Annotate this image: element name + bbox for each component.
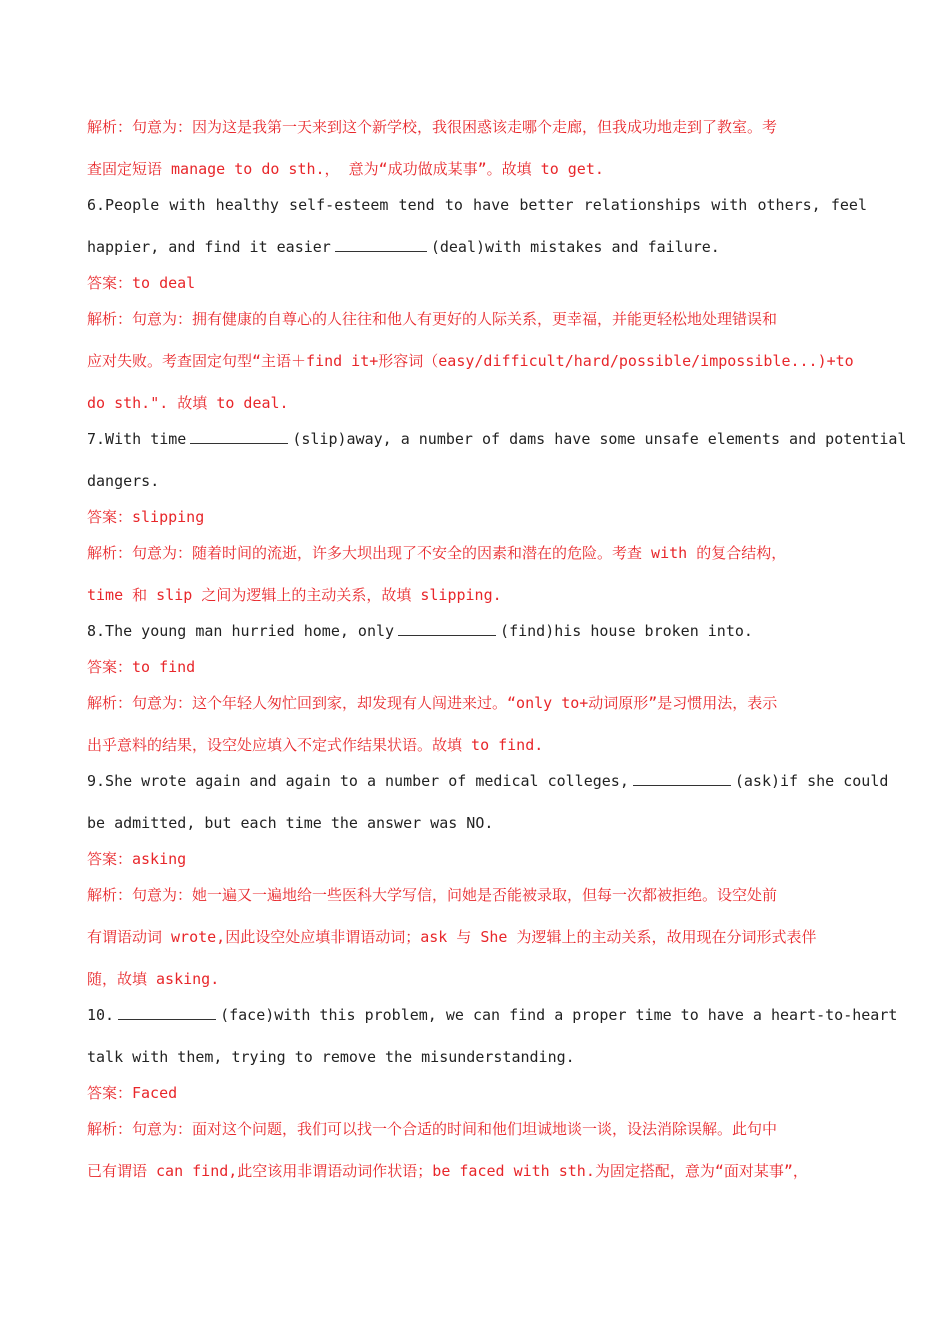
- q10-answer-blank: [118, 1005, 216, 1020]
- q9-analysis-line-1: 解析：句意为：她一遍又一遍地给一些医科大学写信，问她是否能被录取，但每一次都被拒绝。设空处前: [87, 886, 778, 904]
- q9-analysis-line-2: 有谓语动词 wrote,因此设空处应填非谓语动词；ask 与 She 为逻辑上的主动关系，故用现在分词形式表伴: [87, 928, 817, 946]
- q8-stem-text-b: (find)his house broken into.: [500, 622, 753, 640]
- q7-stem-line-1: [87, 420, 907, 462]
- q5-analysis-line-1: 解析：句意为：因为这是我第一天来到这个新学校，我很困惑该走哪个走廊，但我成功地走到了教室。考: [87, 118, 778, 136]
- q7-stem-text-b: (slip)away, a number of dams have some unsafe elements and potential: [292, 430, 907, 448]
- document-page: [87, 108, 907, 1194]
- q6-analysis-line-2: 应对失败。考查固定句型“主语＋find it+形容词（easy/difficult/hard/possible/impossible...)+to: [87, 352, 854, 370]
- q8-answer-blank: [398, 621, 496, 636]
- q10-stem-text-a: 10.: [87, 1006, 115, 1024]
- q7-analysis-line-1: 解析：句意为：随着时间的流逝，许多大坝出现了不安全的因素和潜在的危险。考查 with 的复合结构，: [87, 544, 787, 562]
- q10-analysis-line-1: 解析：句意为：面对这个问题，我们可以找一个合适的时间和他们坦诚地谈一谈，设法消除误解。此句中: [87, 1120, 778, 1138]
- q6-analysis-line-1: 解析：句意为：拥有健康的自尊心的人往往和他人有更好的人际关系，更幸福，并能更轻松地处理错误和: [87, 310, 778, 328]
- q9-stem-text-a: 9.She wrote again and again to a number of medical colleges,: [87, 772, 629, 790]
- q5-analysis-line-2: 查固定短语 manage to do sth.， 意为“成功做成某事”。故填 to get.: [87, 160, 604, 178]
- q8-stem: [87, 612, 867, 648]
- q6-analysis-line-3: do sth.". 故填 to deal.: [87, 394, 289, 412]
- q9-stem-line-2: be admitted, but each time the answer was NO.: [87, 814, 494, 832]
- q10-analysis-line-2: 已有谓语 can find,此空该用非谓语动词作状语；be faced with sth.为固定搭配，意为“面对某事”，: [87, 1162, 808, 1180]
- q6-stem-text-b: (deal)with mistakes and failure.: [430, 238, 720, 256]
- q7-stem-text-a: 7.With time: [87, 430, 187, 448]
- q8-answer: 答案：to find: [87, 658, 196, 676]
- q10-stem-line-2: talk with them, trying to remove the misunderstanding.: [87, 1048, 575, 1066]
- q9-answer: 答案：asking: [87, 850, 187, 868]
- q6-answer-blank: [335, 237, 427, 252]
- q7-answer-blank: [190, 429, 288, 444]
- q7-answer: 答案：slipping: [87, 508, 205, 526]
- q8-stem-text-a: 8.The young man hurried home, only: [87, 622, 395, 640]
- q8-analysis-line-2: 出乎意料的结果，设空处应填入不定式作结果状语。故填 to find.: [87, 736, 544, 754]
- q7-stem-line-2: dangers.: [87, 472, 160, 490]
- q6-stem-line-1: 6.People with healthy self-esteem tend to have better relationships with others, feel: [87, 196, 867, 214]
- q10-answer: 答案：Faced: [87, 1084, 178, 1102]
- q10-stem-text-b: (face)with this problem, we can find a proper time to have a heart-to-heart: [220, 1006, 898, 1024]
- q9-stem-line-1: [87, 762, 889, 804]
- q8-analysis-line-1: 解析：句意为：这个年轻人匆忙回到家，却发现有人闯进来过。“only to+动词原形”是习惯用法，表示: [87, 694, 778, 712]
- q6-stem-line-2: [87, 228, 867, 264]
- q9-analysis-line-3: 随，故填 asking.: [87, 970, 220, 988]
- q6-stem-text-a: happier, and find it easier: [87, 238, 331, 256]
- q6-answer: 答案：to deal: [87, 274, 196, 292]
- q10-stem-line-1: [87, 996, 898, 1038]
- q9-stem-text-b: (ask)if she could: [734, 772, 889, 790]
- q9-answer-blank: [633, 771, 731, 786]
- q7-analysis-line-2: time 和 slip 之间为逻辑上的主动关系，故填 slipping.: [87, 586, 502, 604]
